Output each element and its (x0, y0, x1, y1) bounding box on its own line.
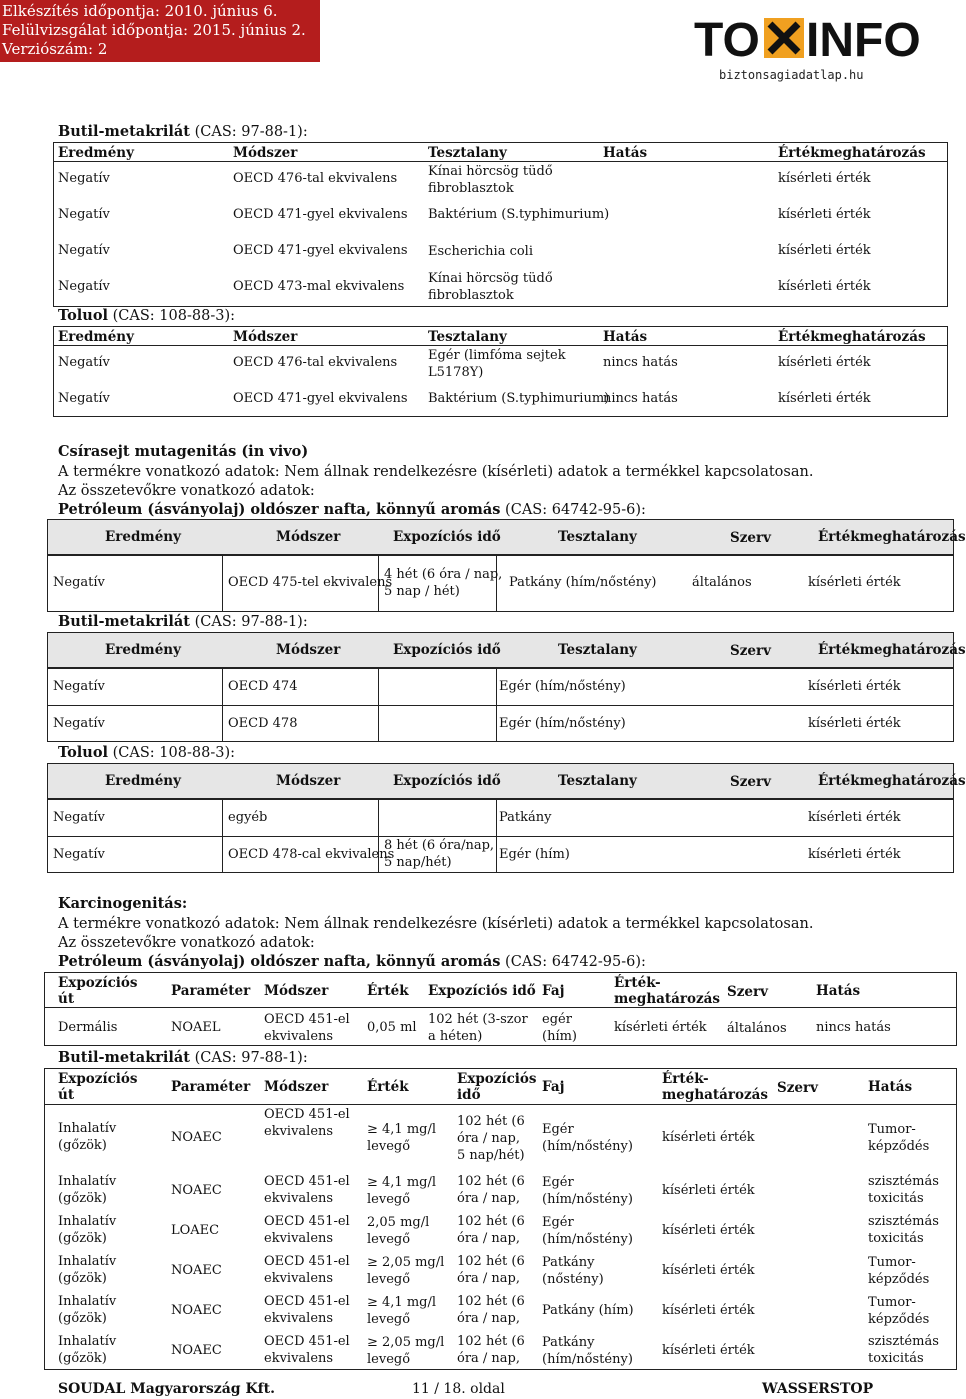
table-cell: óra / nap, (457, 1271, 521, 1286)
table-cell: kísérleti érték (778, 207, 871, 222)
table-cell: 102 hét (6 (457, 1254, 525, 1269)
table-cell: OECD 476-tal ekvivalens (233, 355, 398, 370)
col-hatas: Hatás (816, 983, 861, 999)
table-cell: (gőzök) (58, 1311, 107, 1326)
table-cell: kísérleti érték (662, 1223, 755, 1238)
document-meta-banner (0, 0, 320, 62)
table-cell: Negatív (53, 716, 105, 731)
col-tesztalany: Tesztalany (428, 145, 507, 161)
table-cell: 5 nap/hét) (384, 855, 452, 870)
table-cell: (hím/nőstény) (542, 1232, 633, 1247)
col-ertekmeghatarozas: meghatározás (662, 1087, 768, 1103)
col-expozicios-ut: Expozíciós (58, 1071, 138, 1087)
table-cell: OECD 451-el (264, 1107, 350, 1122)
table-cell: nincs hatás (816, 1020, 891, 1035)
version-number: Verziószám: 2 (2, 40, 108, 58)
table-cell: ekvivalens (264, 1231, 334, 1246)
table-cell: kísérleti érték (778, 171, 871, 186)
table-cell: kísérleti érték (778, 243, 871, 258)
table-cell: szisztémás (868, 1174, 939, 1189)
table-cell: kísérleti érték (778, 279, 871, 294)
table-cell: ≥ 4,1 mg/l (367, 1295, 437, 1310)
col-eredmeny: Eredmény (105, 529, 181, 545)
table-cell: ≥ 4,1 mg/l (367, 1175, 437, 1190)
butil-heading: Butil-metakrilát (CAS: 97-88-1): (58, 613, 308, 630)
table-cell: OECD 451-el (264, 1214, 350, 1229)
table-cell: óra / nap, (457, 1131, 521, 1146)
table-cell: képződés (868, 1312, 930, 1327)
table-cell: Tumor- (868, 1295, 916, 1310)
table-cell: 2,05 mg/l (367, 1215, 430, 1230)
table-cell: ≥ 4,1 mg/l (367, 1122, 437, 1137)
col-ertekmeghatarozas: meghatározás (614, 991, 720, 1007)
table-cell: levegő (367, 1192, 411, 1207)
table-cell: Inhalatív (58, 1214, 117, 1229)
col-ertek: Érték (367, 983, 409, 999)
table-cell: Negatív (53, 679, 105, 694)
col-hatas: Hatás (603, 145, 648, 161)
table-cell: Negatív (58, 243, 110, 258)
table-cell: általános (727, 1021, 787, 1036)
table-cell: levegő (367, 1232, 411, 1247)
table-cell: (gőzök) (58, 1351, 107, 1366)
table-cell: 102 hét (6 (457, 1114, 525, 1129)
table-cell: Negatív (58, 279, 110, 294)
col-hatas: Hatás (868, 1079, 913, 1095)
table-cell: Patkány (542, 1335, 595, 1350)
table-cell: Inhalatív (58, 1174, 117, 1189)
table-cell: (nőstény) (542, 1272, 604, 1287)
col-ertekmeghatarozas: Érték- (614, 975, 661, 991)
table-cell: ekvivalens (264, 1124, 334, 1139)
table-cell: 102 hét (6 (457, 1214, 525, 1229)
table-cell: Patkány (499, 810, 552, 825)
table-cell: Egér (542, 1175, 574, 1190)
table-cell: Negatív (58, 207, 110, 222)
table-cell: L5178Y) (428, 365, 484, 380)
table-cell: Egér (hím/nőstény) (499, 716, 626, 731)
table-cell: toxicitás (868, 1351, 924, 1366)
footer-product: WASSERSTOP (762, 1381, 874, 1397)
col-ertekmeghatarozas: Értékmeghatározás (818, 773, 966, 789)
col-expozicios-ido: Expozíciós idő (393, 773, 501, 789)
col-parameter: Paraméter (171, 983, 251, 999)
table-cell: kísérleti érték (778, 391, 871, 406)
col-modszer: Módszer (276, 529, 341, 545)
table-cell: OECD 478-cal ekvivalens (228, 847, 395, 862)
created-date: Elkészítés időpontja: 2010. június 6. (2, 2, 278, 20)
table-cell: fibroblasztok (428, 181, 514, 196)
table-cell: kísérleti érték (808, 847, 901, 862)
col-expozicios-ut: út (58, 991, 75, 1007)
carc-components-label: Az összetevőkre vonatkozó adatok: (58, 935, 315, 951)
table-cell: (gőzök) (58, 1231, 107, 1246)
col-eredmeny: Eredmény (105, 773, 181, 789)
table-cell: OECD 471-gyel ekvivalens (233, 207, 408, 222)
table-cell: OECD 471-gyel ekvivalens (233, 243, 408, 258)
table-cell: Inhalatív (58, 1294, 117, 1309)
col-expozicios-ido: Expozíciós idő (393, 529, 501, 545)
table-cell: Inhalatív (58, 1334, 117, 1349)
table-cell: Negatív (53, 847, 105, 862)
table-cell: 102 hét (6 (457, 1294, 525, 1309)
table-cell: Inhalatív (58, 1254, 117, 1269)
col-szerv: Szerv (730, 530, 771, 546)
table-cell: OECD 478 (228, 716, 298, 731)
table-cell: OECD 471-gyel ekvivalens (233, 391, 408, 406)
table-cell: nincs hatás (603, 355, 678, 370)
toxinfo-logo (694, 14, 921, 67)
table-cell: egér (542, 1012, 572, 1027)
col-szerv: Szerv (730, 643, 771, 659)
col-eredmeny: Eredmény (58, 329, 134, 345)
table-cell: (hím/nőstény) (542, 1192, 633, 1207)
table-cell: kísérleti érték (662, 1343, 755, 1358)
footer-page-number: 11 / 18. oldal (412, 1381, 505, 1397)
footer-company: SOUDAL Magyarország Kft. (58, 1381, 275, 1397)
col-tesztalany: Tesztalany (428, 329, 507, 345)
table-cell: szisztémás (868, 1214, 939, 1229)
table-cell: ekvivalens (264, 1311, 334, 1326)
table-cell: LOAEC (171, 1223, 220, 1238)
table-cell: OECD 451-el (264, 1334, 350, 1349)
table-cell: Tumor- (868, 1255, 916, 1270)
table-cell: általános (692, 575, 752, 590)
col-tesztalany: Tesztalany (558, 642, 637, 658)
table-cell: OECD 475-tel ekvivalens (228, 575, 393, 590)
table-cell: óra / nap, (457, 1351, 521, 1366)
table-cell: Egér (limfóma sejtek (428, 348, 566, 363)
table-cell: kísérleti érték (662, 1130, 755, 1145)
table-cell: toxicitás (868, 1191, 924, 1206)
carc-title: Karcinogenitás: (58, 895, 188, 912)
petrol-heading: Petróleum (ásványolaj) oldószer nafta, könnyű aromás (CAS: 64742-95-6): (58, 953, 646, 970)
table-cell: ≥ 2,05 mg/l (367, 1255, 445, 1270)
col-expozicios-ido: Expozíciós idő (393, 642, 501, 658)
col-szerv: Szerv (777, 1080, 818, 1096)
table-cell: OECD 451-el (264, 1012, 350, 1027)
table-cell: levegő (367, 1312, 411, 1327)
revised-date: Felülvizsgálat időpontja: 2015. június 2. (2, 21, 306, 39)
col-ertekmeghatarozas: Értékmeghatározás (818, 642, 966, 658)
table-cell: 0,05 ml (367, 1020, 417, 1035)
table-cell: kísérleti érték (662, 1303, 755, 1318)
col-ertek: Érték (367, 1079, 409, 1095)
table-cell: Kínai hörcsög tüdő (428, 164, 553, 179)
table-cell: nincs hatás (603, 391, 678, 406)
table-cell: Egér (542, 1215, 574, 1230)
table-cell: (gőzök) (58, 1138, 107, 1153)
svg-text:TO: TO (694, 14, 760, 67)
germ-product-note: A termékre vonatkozó adatok: Nem állnak rendelkezésre (kísérleti) adatok a termékkel kapcsolatosan. (58, 464, 814, 480)
col-modszer: Módszer (276, 642, 341, 658)
table-cell: kísérleti érték (808, 679, 901, 694)
table-cell: kísérleti érték (662, 1183, 755, 1198)
table-cell: kísérleti érték (808, 575, 901, 590)
table-cell: szisztémás (868, 1334, 939, 1349)
table-cell: egyéb (228, 810, 268, 825)
table-cell: Negatív (58, 355, 110, 370)
col-ertekmeghatarozas: Értékmeghatározás (778, 145, 926, 161)
table-cell: Negatív (58, 171, 110, 186)
col-modszer: Módszer (264, 983, 329, 999)
table-cell: NOAEC (171, 1263, 222, 1278)
table-cell: kísérleti érték (662, 1263, 755, 1278)
table-cell: fibroblasztok (428, 288, 514, 303)
table-cell: óra / nap, (457, 1311, 521, 1326)
table-cell: ekvivalens (264, 1029, 334, 1044)
table-cell: OECD 476-tal ekvivalens (233, 171, 398, 186)
table-cell: 5 nap / hét) (384, 584, 460, 599)
table-cell: (hím) (542, 1029, 578, 1044)
table-cell: Patkány (542, 1255, 595, 1270)
table-cell: (hím/nőstény) (542, 1139, 633, 1154)
butil-heading: Butil-metakrilát (CAS: 97-88-1): (58, 123, 308, 140)
petrol-heading: Petróleum (ásványolaj) oldószer nafta, könnyű aromás (CAS: 64742-95-6): (58, 501, 646, 518)
table-cell: kísérleti érték (614, 1020, 707, 1035)
col-szerv: Szerv (727, 984, 768, 1000)
table-cell: levegő (367, 1352, 411, 1367)
butil-heading: Butil-metakrilát (CAS: 97-88-1): (58, 1049, 308, 1066)
germ-components-label: Az összetevőkre vonatkozó adatok: (58, 483, 315, 499)
carc-product-note: A termékre vonatkozó adatok: Nem állnak rendelkezésre (kísérleti) adatok a termékkel kapcsolatosan. (58, 916, 814, 932)
table-cell: OECD 451-el (264, 1174, 350, 1189)
table-cell: képződés (868, 1272, 930, 1287)
table-cell: OECD 473-mal ekvivalens (233, 279, 405, 294)
table-cell: levegő (367, 1272, 411, 1287)
table-cell: (hím/nőstény) (542, 1352, 633, 1367)
col-ertekmeghatarozas: Értékmeghatározás (818, 529, 966, 545)
table-cell: Kínai hörcsög tüdő (428, 271, 553, 286)
table-cell: OECD 474 (228, 679, 298, 694)
col-parameter: Paraméter (171, 1079, 251, 1095)
table-cell: Baktérium (S.typhimurium) (428, 391, 610, 406)
table-cell: Baktérium (S.typhimurium) (428, 207, 610, 222)
table-cell: NOAEC (171, 1303, 222, 1318)
col-ertekmeghatarozas: Értékmeghatározás (778, 329, 926, 345)
table-cell: 4 hét (6 óra / nap, (384, 567, 503, 582)
table-cell: Negatív (53, 575, 105, 590)
col-modszer: Módszer (233, 329, 298, 345)
col-faj: Faj (542, 983, 565, 999)
toluol-heading: Toluol (CAS: 108-88-3): (58, 744, 235, 761)
col-szerv: Szerv (730, 774, 771, 790)
col-ertekmeghatarozas: Érték- (662, 1071, 709, 1087)
table-cell: Patkány (hím) (542, 1303, 634, 1318)
table-cell: ekvivalens (264, 1191, 334, 1206)
table-cell: ≥ 2,05 mg/l (367, 1335, 445, 1350)
table-cell: Tumor- (868, 1122, 916, 1137)
table-cell: 5 nap/hét) (457, 1148, 525, 1163)
table-cell: Egér (hím) (499, 847, 570, 862)
table-cell: 102 hét (6 (457, 1334, 525, 1349)
table-cell: 102 hét (3-szor (428, 1012, 528, 1027)
table-cell: (gőzök) (58, 1271, 107, 1286)
germ-title: Csírasejt mutagenitás (in vivo) (58, 443, 309, 460)
table-cell: NOAEC (171, 1343, 222, 1358)
col-modszer: Módszer (233, 145, 298, 161)
table-cell: OECD 451-el (264, 1294, 350, 1309)
table-cell: Negatív (53, 810, 105, 825)
table-cell: levegő (367, 1139, 411, 1154)
table-cell: kísérleti érték (808, 716, 901, 731)
table-cell: Patkány (hím/nőstény) (509, 575, 657, 590)
col-expozicios-ido: Expozíciós idő (428, 983, 536, 999)
col-tesztalany: Tesztalany (558, 529, 637, 545)
table-cell: NOAEL (171, 1020, 221, 1035)
toluol-heading: Toluol (CAS: 108-88-3): (58, 307, 235, 324)
col-expozicios-ido: Expozíciós (457, 1071, 537, 1087)
table-cell: 102 hét (6 (457, 1174, 525, 1189)
col-expozicios-ut: út (58, 1087, 75, 1103)
col-modszer: Módszer (276, 773, 341, 789)
table-cell: óra / nap, (457, 1191, 521, 1206)
table-cell: Egér (542, 1122, 574, 1137)
table-cell: Negatív (58, 391, 110, 406)
table-cell: képződés (868, 1139, 930, 1154)
table-cell: Escherichia coli (428, 244, 533, 259)
table-cell: ekvivalens (264, 1271, 334, 1286)
table-cell: 8 hét (6 óra/nap, (384, 838, 495, 853)
table-cell: ekvivalens (264, 1351, 334, 1366)
table-cell: a héten) (428, 1029, 483, 1044)
site-url: biztonsagiadatlap.hu (719, 68, 864, 82)
table-cell: toxicitás (868, 1231, 924, 1246)
col-tesztalany: Tesztalany (558, 773, 637, 789)
table-cell: kísérleti érték (808, 810, 901, 825)
col-hatas: Hatás (603, 329, 648, 345)
table-cell: NOAEC (171, 1183, 222, 1198)
table-cell: OECD 451-el (264, 1254, 350, 1269)
col-eredmeny: Eredmény (105, 642, 181, 658)
col-eredmeny: Eredmény (58, 145, 134, 161)
table-cell: Dermális (58, 1020, 118, 1035)
table-cell: (gőzök) (58, 1191, 107, 1206)
table-cell: kísérleti érték (778, 355, 871, 370)
col-expozicios-ido: idő (457, 1087, 481, 1103)
col-faj: Faj (542, 1079, 565, 1095)
table-cell: óra / nap, (457, 1231, 521, 1246)
svg-text:INFO: INFO (806, 14, 921, 67)
table-cell: Inhalatív (58, 1121, 117, 1136)
table-cell: NOAEC (171, 1130, 222, 1145)
col-expozicios-ut: Expozíciós (58, 975, 138, 991)
table-cell: Egér (hím/nőstény) (499, 679, 626, 694)
col-modszer: Módszer (264, 1079, 329, 1095)
